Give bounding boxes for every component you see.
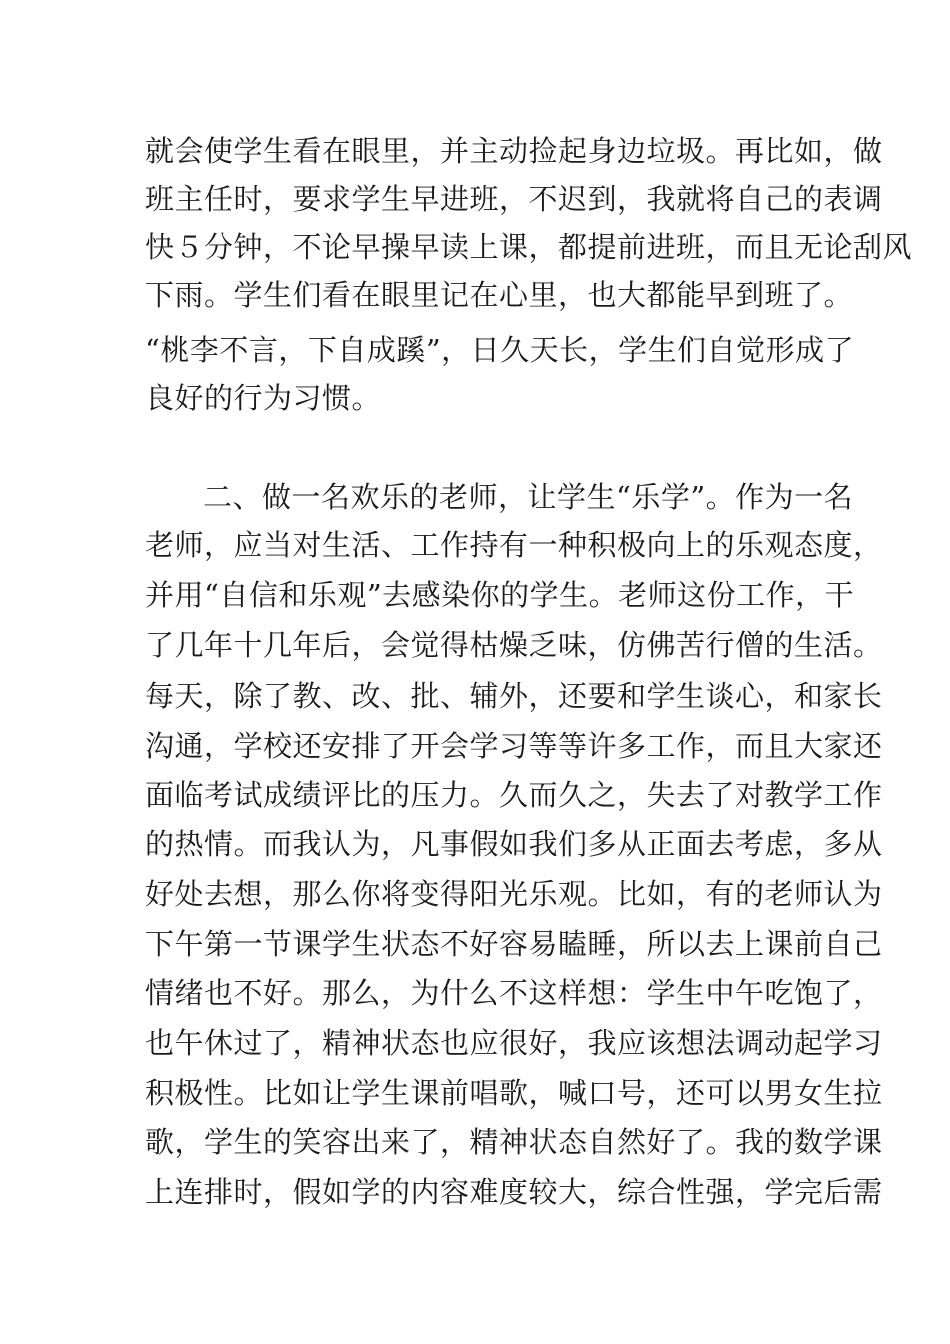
text-line: “桃李不言，下自成蹊”，日久天长，学生们自觉形成了: [145, 333, 855, 367]
text-line: 每天，除了教、改、批、辅外，还要和学生谈心，和家长: [145, 679, 883, 713]
text-line: 沟通，学校还安排了开会学习等等许多工作，而且大家还: [145, 729, 883, 763]
text-line: 的热情。而我认为，凡事假如我们多从正面去考虑，多从: [145, 827, 883, 861]
text-line: 班主任时，要求学生早进班，不迟到，我就将自己的表调: [145, 182, 883, 216]
text-line: 下午第一节课学生状态不好容易瞌睡，所以去上课前自己: [145, 927, 883, 961]
text-line: 上连排时，假如学的内容难度较大，综合性强，学完后需: [145, 1175, 883, 1209]
text-line: 也午休过了，精神状态也应很好，我应该想法调动起学习: [145, 1026, 883, 1060]
text-line: 二、做一名欢乐的老师，让学生“乐学”。作为一名: [203, 480, 854, 514]
text-line: 快５分钟，不论早操早读上课，都提前进班，而且无论刮风: [145, 230, 913, 264]
text-line: 就会使学生看在眼里，并主动捡起身边垃圾。再比如，做: [145, 134, 883, 168]
text-line: 面临考试成绩评比的压力。久而久之，失去了对教学工作: [145, 778, 883, 812]
text-line: 良好的行为习惯。: [145, 381, 382, 415]
text-line: 了几年十几年后，会觉得枯燥乏味，仿佛苦行僧的生活。: [145, 628, 883, 662]
text-line: 好处去想，那么你将变得阳光乐观。比如，有的老师认为: [145, 877, 883, 911]
text-line: 歌，学生的笑容出来了，精神状态自然好了。我的数学课: [145, 1125, 883, 1159]
text-line: 情绪也不好。那么，为什么不这样想：学生中午吃饱了，: [145, 976, 883, 1010]
text-line: 下雨。学生们看在眼里记在心里，也大都能早到班了。: [145, 278, 854, 312]
text-line: 老师，应当对生活、工作持有一种积极向上的乐观态度，: [145, 528, 883, 562]
text-line: 积极性。比如让学生课前唱歌，喊口号，还可以男女生拉: [145, 1076, 883, 1110]
text-line: 并用“自信和乐观”去感染你的学生。老师这份工作，干: [145, 578, 855, 612]
